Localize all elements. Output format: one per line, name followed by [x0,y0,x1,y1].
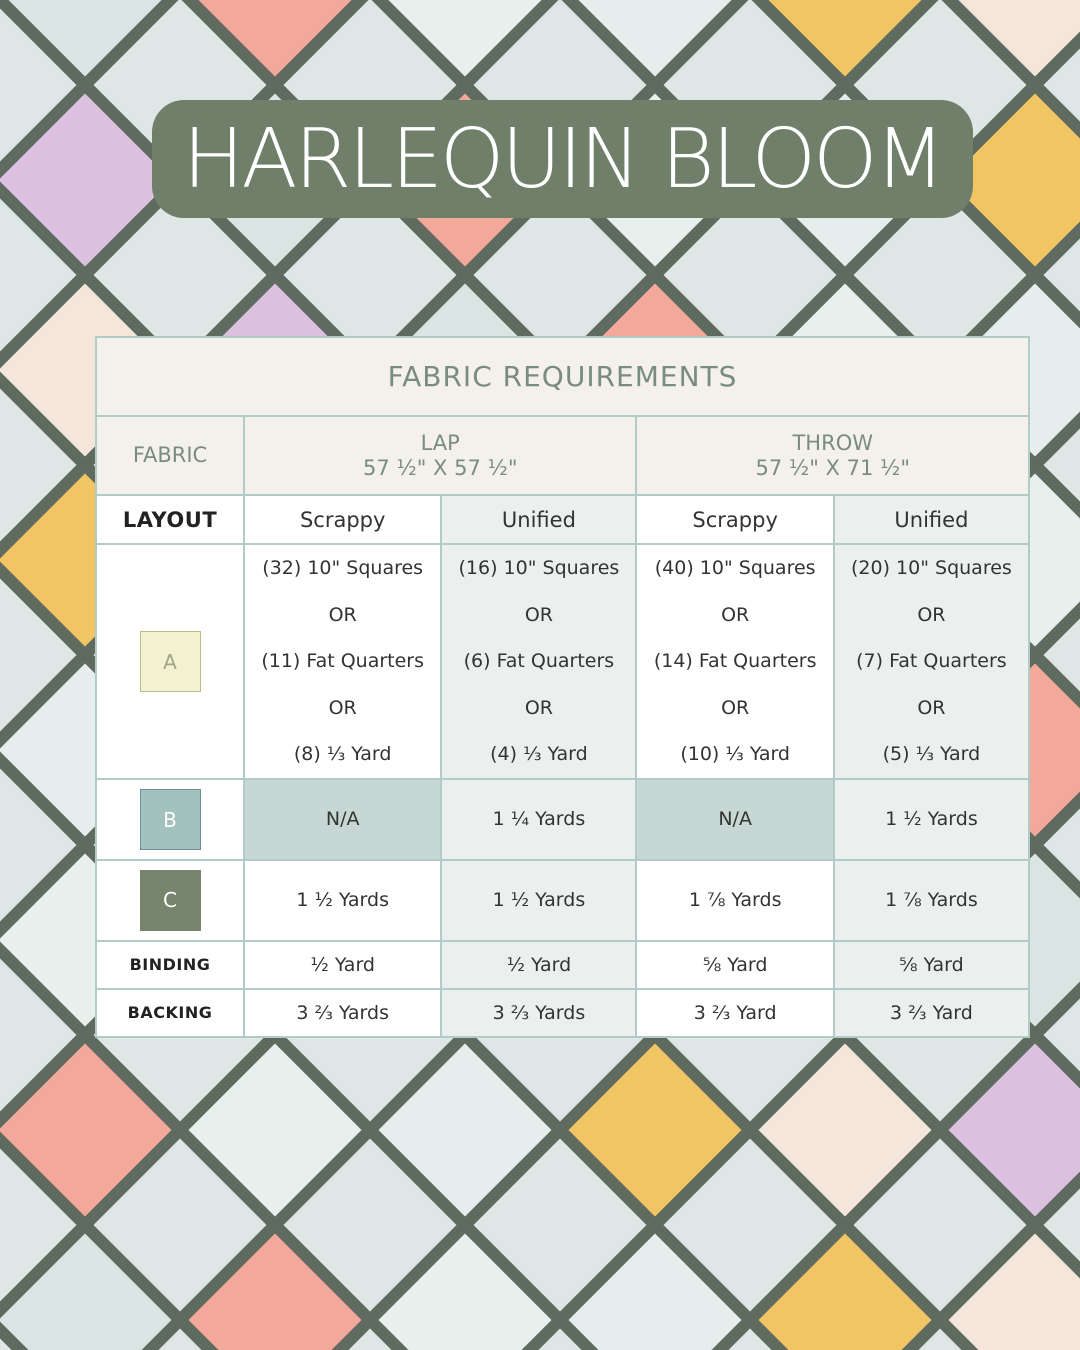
fabric-a-line: (4) ⅓ Yard [490,743,588,765]
fabric-a-line: OR [917,696,946,719]
table-cell: 1 ¼ Yards [441,779,636,860]
layout-cell: Scrappy [244,495,441,544]
page-title: HARLEQUIN BLOOM [152,100,973,218]
fabric-b-label [96,779,244,860]
fabric-a-line: (8) ⅓ Yard [293,743,392,765]
table-heading: FABRIC REQUIREMENTS [96,337,1029,416]
quilt-block [180,0,370,85]
backing-label: BACKING [96,989,244,1037]
quilt-block [0,1035,180,1225]
quilt-block [750,0,940,85]
fabric-header: FABRIC [96,416,244,495]
table-cell: ½ Yard [441,941,636,989]
table-cell: 3 ⅔ Yards [441,989,636,1037]
fabric-a-line: (32) 10" Squares [262,557,424,579]
size-header-lap [244,416,636,495]
layout-cell: Scrappy [636,495,833,544]
quilt-block [560,0,750,85]
fabric-a-line: (14) Fat Quarters [653,650,817,672]
quilt-block [750,1225,940,1350]
fabric-a-line: (16) 10" Squares [458,557,620,579]
size-dims: 57 ½" X 57 ½" [362,455,518,480]
table-cell: 3 ⅔ Yard [636,989,833,1037]
quilt-block [180,1035,370,1225]
quilt-block [940,1035,1080,1225]
size-name: THROW [792,430,873,455]
quilt-block [940,0,1080,85]
layout-cell: Unified [441,495,636,544]
fabric-a-line: OR [328,696,357,719]
quilt-block [560,1035,750,1225]
table-cell: ⅝ Yard [636,941,833,989]
quilt-block [370,1035,560,1225]
fabric-a-cell [636,544,833,779]
quilt-block [750,1035,940,1225]
layout-label: LAYOUT [96,495,244,544]
fabric-a-line: OR [721,603,750,626]
table-cell: 1 ½ Yards [834,779,1029,860]
fabric-a-swatch: A [140,631,201,692]
quilt-block [370,1225,560,1350]
table-cell: N/A [244,779,441,860]
fabric-a-line: (6) Fat Quarters [463,650,615,672]
fabric-c-label [96,860,244,941]
table-cell: ⅝ Yard [834,941,1029,989]
size-name: LAP [420,430,460,455]
table-cell: 3 ⅔ Yard [834,989,1029,1037]
fabric-a-line: (5) ⅓ Yard [882,743,981,765]
quilt-block [370,0,560,85]
fabric-a-line: (40) 10" Squares [654,557,816,579]
quilt-block [0,0,180,85]
fabric-b-swatch: B [140,789,201,850]
fabric-a-cell [834,544,1029,779]
table-cell: 1 ½ Yards [441,860,636,941]
quilt-block [940,1225,1080,1350]
fabric-a-line: (7) Fat Quarters [856,650,1007,672]
layout-cell: Unified [834,495,1029,544]
fabric-a-cell [441,544,636,779]
quilt-block [560,1225,750,1350]
fabric-a-line: (20) 10" Squares [851,557,1012,579]
fabric-a-line: OR [328,603,357,626]
binding-label: BINDING [96,941,244,989]
fabric-a-line: OR [721,696,750,719]
size-header-throw [636,416,1029,495]
table-cell: ½ Yard [244,941,441,989]
fabric-a-line: OR [917,603,946,626]
fabric-c-swatch: C [140,870,201,931]
fabric-a-line: (11) Fat Quarters [261,650,425,672]
table-cell: 1 ⅞ Yards [834,860,1029,941]
fabric-a-line: OR [524,696,553,719]
table-cell: 1 ½ Yards [244,860,441,941]
fabric-requirements-table [95,336,1030,1038]
fabric-a-label [96,544,244,779]
fabric-a-line: (10) ⅓ Yard [680,743,790,765]
size-dims: 57 ½" X 71 ½" [755,455,911,480]
table-cell: N/A [636,779,833,860]
fabric-a-line: OR [524,603,553,626]
fabric-a-cell [244,544,441,779]
quilt-block [180,1225,370,1350]
table-cell: 3 ⅔ Yards [244,989,441,1037]
table-cell: 1 ⅞ Yards [636,860,833,941]
quilt-block [0,1225,180,1350]
